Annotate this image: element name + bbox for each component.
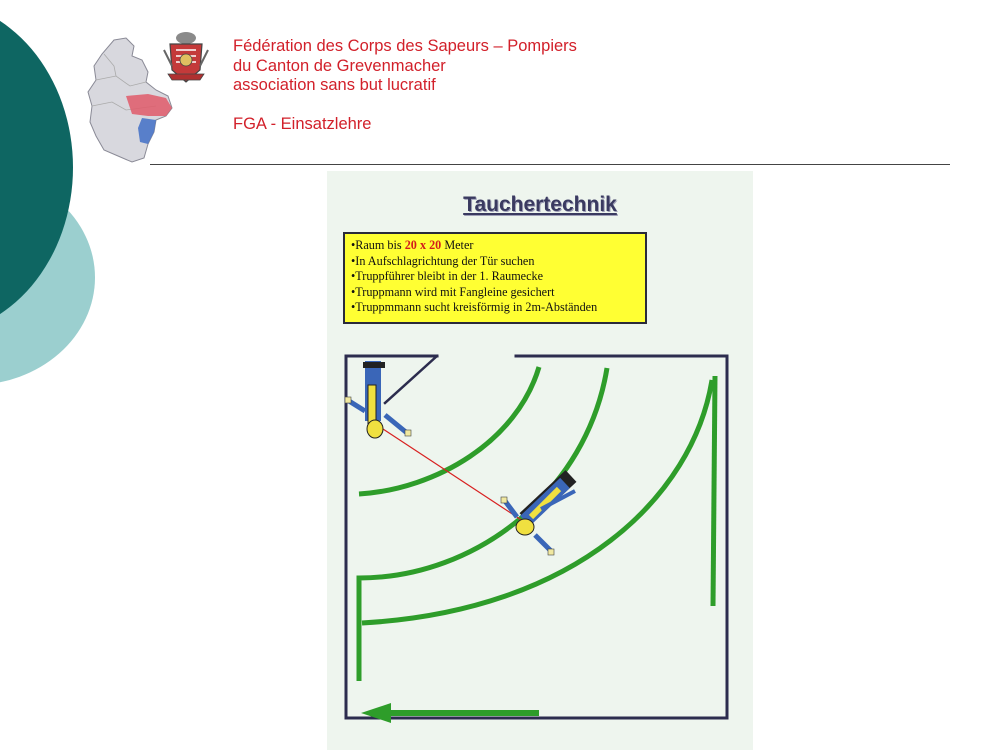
organization-header: [233, 37, 577, 135]
direction-arrow-icon: [361, 703, 539, 723]
firefighter-leader-icon: [345, 361, 411, 438]
org-name-line-3: association sans but lucratif: [233, 76, 436, 94]
bullet-line: •In Aufschlagrichtung der Tür suchen: [351, 253, 535, 268]
bullet-line: •Raum bis 20 x 20 Meter: [351, 238, 474, 252]
slide-image-panel: [327, 171, 753, 750]
bullet-line: •Truppmann wird mit Fangleine gesichert: [351, 284, 555, 299]
bullet-line: •Truppmmann sucht kreisförmig in 2m-Abständen: [351, 300, 598, 314]
guide-line: [383, 429, 526, 523]
org-name-line-1: Fédération des Corps des Sapeurs – Pompiers: [233, 37, 577, 55]
header-divider: [150, 164, 950, 165]
search-path: [359, 367, 715, 681]
firefighter-searcher-icon: [501, 476, 575, 555]
fire-brigade-crest-icon: [160, 30, 212, 86]
org-name-line-2: du Canton de Grevenmacher: [233, 56, 446, 75]
info-box: [343, 232, 647, 324]
bullet-line: •Truppführer bleibt in der 1. Raumecke: [351, 269, 544, 283]
course-title: FGA - Einsatzlehre: [233, 115, 372, 133]
slide-title: Tauchertechnik: [463, 193, 617, 216]
